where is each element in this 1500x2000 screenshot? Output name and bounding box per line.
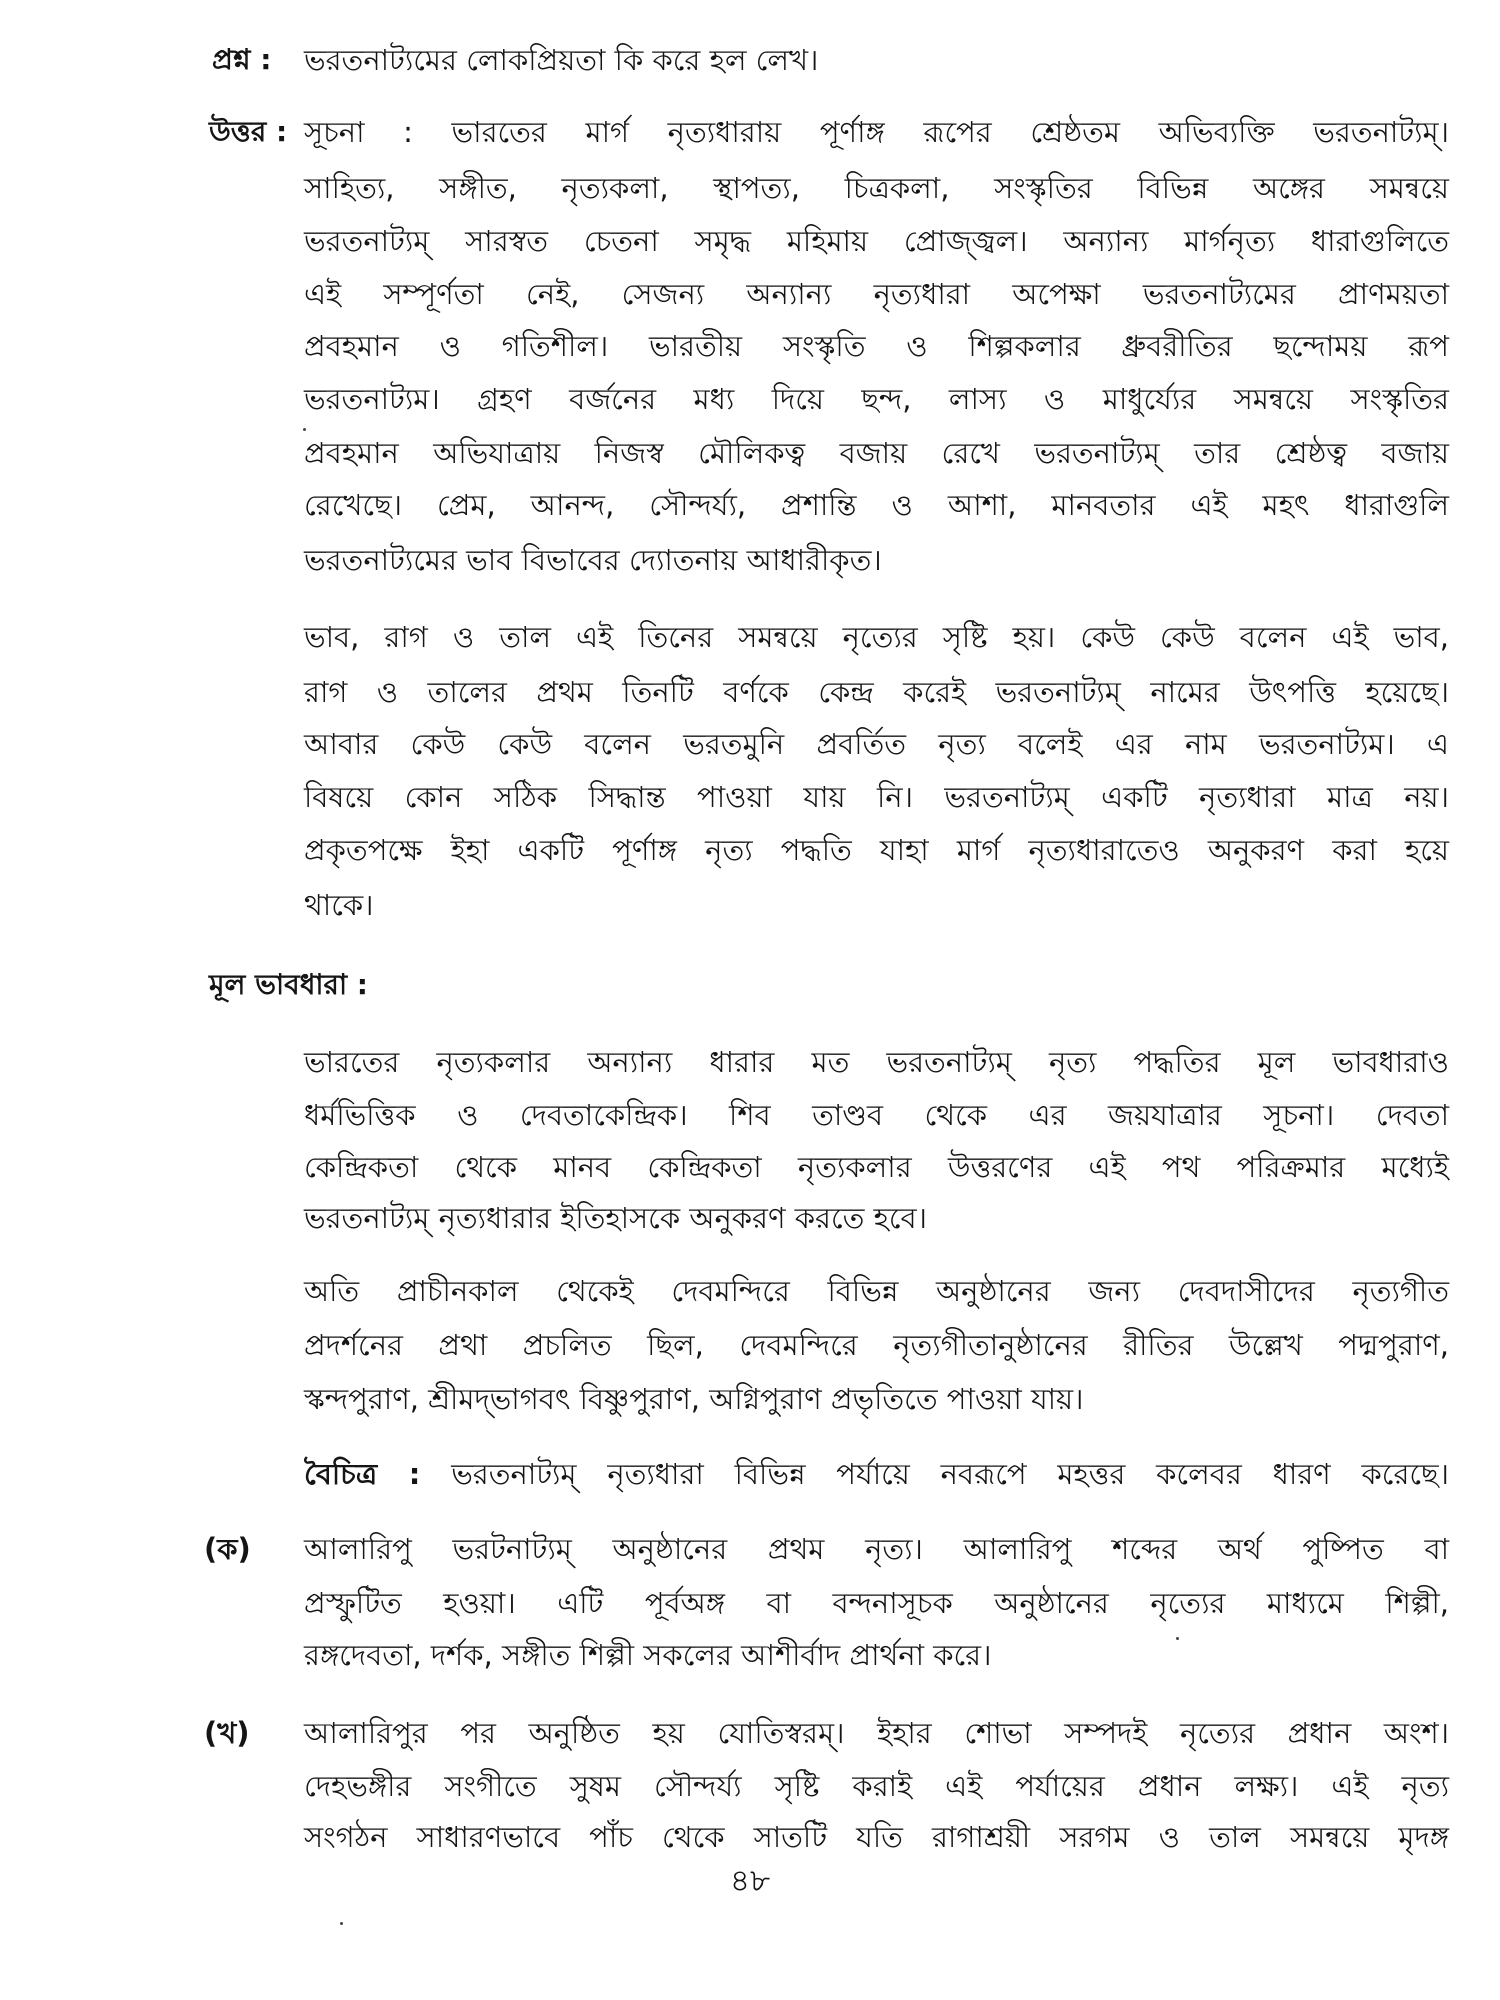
theme-line: ধর্মভিত্তিক ও দেবতাকেন্দ্রিক। শিব তাণ্ডব থেকে এর জয়যাত্রার সূচনা। দেবতা xyxy=(304,1098,1449,1132)
temple-line: প্রদর্শনের প্রথা প্রচলিত ছিল, দেবমন্দিরে নৃত্যগীতানুষ্ঠানের রীতির উল্লেখ পদ্মপুরাণ, xyxy=(304,1328,1449,1362)
origin-line: প্রকৃতপক্ষে ইহা একটি পূর্ণাঙ্গ নৃত্য পদ্ধতি যাহা মার্গ নৃত্যধারাতেও অনুকরণ করা হয়ে xyxy=(304,833,1449,867)
question-text: ভরতনাট্যমের লোকপ্রিয়তা কি করে হল লেখ। xyxy=(304,43,819,77)
item-line: আলারিপুর পর অনুষ্ঠিত হয় যোতিস্বরম্। ইহার শোভা সম্পদই নৃত্যের প্রধান অংশ। xyxy=(304,1716,1449,1750)
item-line: সংগঠন সাধারণভাবে পাঁচ থেকে সাতটি যতি রাগাশ্রয়ী সরগম ও তাল সমন্বয়ে মৃদঙ্গ xyxy=(304,1820,1449,1854)
intro-line-text: ভারতের মার্গ নৃত্যধারায় পূর্ণাঙ্গ রূপের শ্রেষ্ঠতম অভিব্যক্তি ভরতনাট্যম্। xyxy=(451,115,1449,149)
scan-speck xyxy=(303,428,306,431)
scan-speck xyxy=(340,1922,343,1925)
intro-label: সূচনা : xyxy=(304,115,413,149)
main-theme-heading: মূল ভাবধারা : xyxy=(209,968,369,1001)
temple-line: অতি প্রাচীনকাল থেকেই দেবমন্দিরে বিভিন্ন অনুষ্ঠানের জন্য দেবদাসীদের নৃত্যগীত xyxy=(304,1274,1449,1308)
theme-line: কেন্দ্রিকতা থেকে মানব কেন্দ্রিকতা নৃত্যকলার উত্তরণের এই পথ পরিক্রমার মধ্যেই xyxy=(304,1150,1449,1184)
question-label: প্রশ্ন : xyxy=(212,43,272,76)
intro-line: ভরতনাট্যমের ভাব বিভাবের দ্যোতনায় আধারীকৃত। xyxy=(304,543,882,577)
intro-line: এই সম্পূর্ণতা নেই, সেজন্য অন্যান্য নৃত্যধারা অপেক্ষা ভরতনাট্যমের প্রাণময়তা xyxy=(304,277,1449,311)
page-number: ৪৮ xyxy=(729,1863,771,1899)
origin-line: বিষয়ে কোন সঠিক সিদ্ধান্ত পাওয়া যায় নি। ভরতনাট্যম্ একটি নৃত্যধারা মাত্র নয়। xyxy=(304,780,1449,814)
item-marker: (খ) xyxy=(204,1716,250,1750)
intro-line: রেখেছে। প্রেম, আনন্দ, সৌন্দর্য্য, প্রশান্তি ও আশা, মানবতার এই মহৎ ধারাগুলি xyxy=(304,488,1449,522)
variety-text: ভরতনাট্যম্ নৃত্যধারা বিভিন্ন পর্যায়ে নবরূপে মহত্তর কলেবর ধারণ করেছে। xyxy=(451,1457,1449,1491)
item-line: প্রস্ফুটিত হওয়া। এটি পূর্বঅঙ্গ বা বন্দনাসূচক অনুষ্ঠানের নৃত্যের মাধ্যমে শিল্পী, xyxy=(304,1586,1449,1620)
intro-line: প্রবহমান ও গতিশীল। ভারতীয় সংস্কৃতি ও শিল্পকলার ধ্রুবরীতির ছন্দোময় রূপ xyxy=(304,329,1449,363)
item-line: দেহভঙ্গীর সংগীতে সুষম সৌন্দর্য্য সৃষ্টি করাই এই পর্যায়ের প্রধান লক্ষ্য। এই নৃত্য xyxy=(304,1769,1449,1803)
theme-line: ভারতের নৃত্যকলার অন্যান্য ধারার মত ভরতনাট্যম্ নৃত্য পদ্ধতির মূল ভাবধারাও xyxy=(304,1045,1449,1079)
answer-label: উত্তর : xyxy=(209,115,288,148)
temple-line: স্কন্দপুরাণ, শ্রীমদ্‌ভাগবৎ বিষ্ণুপুরাণ, অগ্নিপুরাণ প্রভৃতিতে পাওয়া যায়। xyxy=(304,1382,1084,1416)
intro-line: সাহিত্য, সঙ্গীত, নৃত্যকলা, স্থাপত্য, চিত্রকলা, সংস্কৃতির বিভিন্ন অঙ্গের সমন্বয়ে xyxy=(304,171,1449,205)
origin-line: আবার কেউ কেউ বলেন ভরতমুনি প্রবর্তিত নৃত্য বলেই এর নাম ভরতনাট্যম। এ xyxy=(304,727,1449,761)
variety-line xyxy=(304,1450,1449,1498)
scan-speck xyxy=(1176,1637,1179,1640)
item-marker: (ক) xyxy=(204,1532,251,1566)
origin-line: রাগ ও তালের প্রথম তিনটি বর্ণকে কেন্দ্র করেই ভরতনাট্যম্ নামের উৎপত্তি হয়েছে। xyxy=(304,675,1449,709)
variety-label: বৈচিত্র : xyxy=(304,1457,421,1491)
intro-line: প্রবহমান অভিযাত্রায় নিজস্ব মৌলিকত্ব বজায় রেখে ভরতনাট্যম্ তার শ্রেষ্ঠত্ব বজায় xyxy=(304,436,1449,470)
origin-line: ভাব, রাগ ও তাল এই তিনের সমন্বয়ে নৃত্যের সৃষ্টি হয়। কেউ কেউ বলেন এই ভাব, xyxy=(304,620,1449,654)
item-line: আলারিপু ভরটনাট্যম্ অনুষ্ঠানের প্রথম নৃত্য। আলারিপু শব্দের অর্থ পুষ্পিত বা xyxy=(304,1532,1449,1566)
intro-line: ভরতনাট্যম। গ্রহণ বর্জনের মধ্য দিয়ে ছন্দ, লাস্য ও মাধুর্য্যের সমন্বয়ে সংস্কৃতির xyxy=(304,382,1449,416)
intro-line: ভরতনাট্যম্ সারস্বত চেতনা সমৃদ্ধ মহিমায় প্রোজ্জ্বল। অন্যান্য মার্গনৃত্য ধারাগুলিতে xyxy=(304,224,1449,258)
item-line: রঙ্গদেবতা, দর্শক, সঙ্গীত শিল্পী সকলের আশীর্বাদ প্রার্থনা করে। xyxy=(304,1638,992,1672)
intro-line xyxy=(304,108,1449,156)
origin-line: থাকে। xyxy=(304,888,374,922)
theme-line: ভরতনাট্যম্ নৃত্যধারার ইতিহাসকে অনুকরণ করতে হবে। xyxy=(304,1201,928,1235)
